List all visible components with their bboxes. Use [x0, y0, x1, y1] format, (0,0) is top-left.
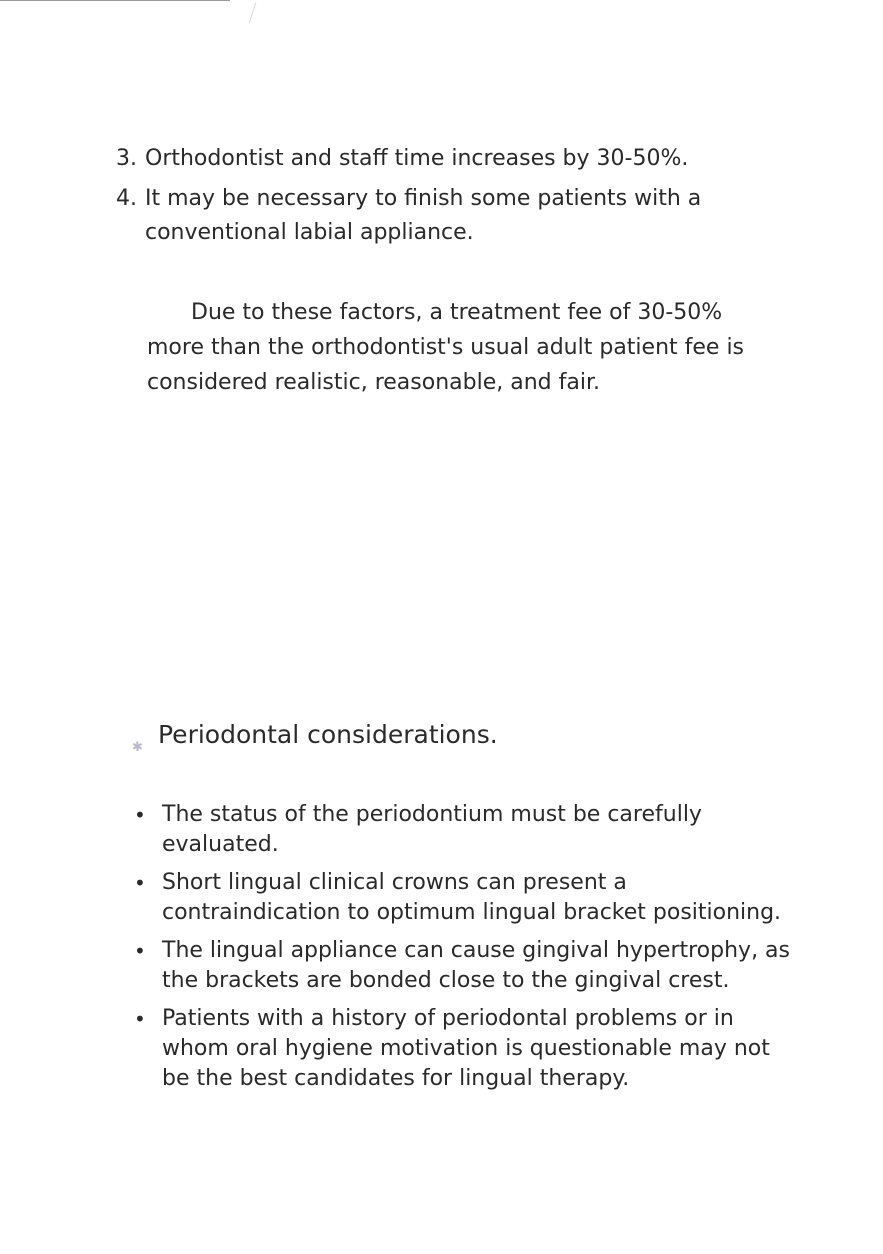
list-item [132, 936, 792, 996]
bullet-dot-icon: • [134, 1007, 146, 1031]
list-item-text: Patients with a history of periodontal problems or in whom oral hygiene motivation is questionable may not be the best candidates for lingual therapy. [162, 1006, 770, 1091]
bullet-icon: ✱ [132, 740, 143, 755]
bullet-dot-icon: • [134, 871, 146, 895]
list-number: 4. [116, 186, 137, 211]
bullet-dot-icon: • [134, 939, 146, 963]
scan-artifact-mark [249, 2, 257, 23]
fee-paragraph: Due to these factors, a treatment fee of 30-50% more than the orthodontist's usual adult patient fee is considered realistic, reasonable, and fair. [147, 300, 745, 395]
numbered-list [116, 142, 756, 256]
section-heading [132, 716, 498, 754]
list-item-text: The status of the periodontium must be carefully evaluated. [162, 802, 702, 857]
list-item-text: Orthodontist and staff time increases by 30-50%. [145, 146, 689, 171]
list-item-text: The lingual appliance can cause gingival hypertrophy, as the brackets are bonded close to the gingival crest. [162, 938, 790, 993]
list-item [132, 868, 792, 928]
scan-edge-line [0, 0, 230, 1]
list-item [132, 1004, 792, 1094]
list-item-text: Short lingual clinical crowns can present a contraindication to optimum lingual bracket positioning. [162, 870, 782, 925]
list-item [116, 182, 756, 250]
bullet-list [132, 800, 792, 1102]
bullet-dot-icon: • [134, 803, 146, 827]
list-number: 3. [116, 146, 137, 171]
list-item [116, 142, 756, 176]
list-item-text: It may be necessary to finish some patients with a conventional labial appliance. [145, 186, 702, 245]
list-item [132, 800, 792, 860]
section-heading-text: Periodontal considerations. [158, 720, 498, 749]
